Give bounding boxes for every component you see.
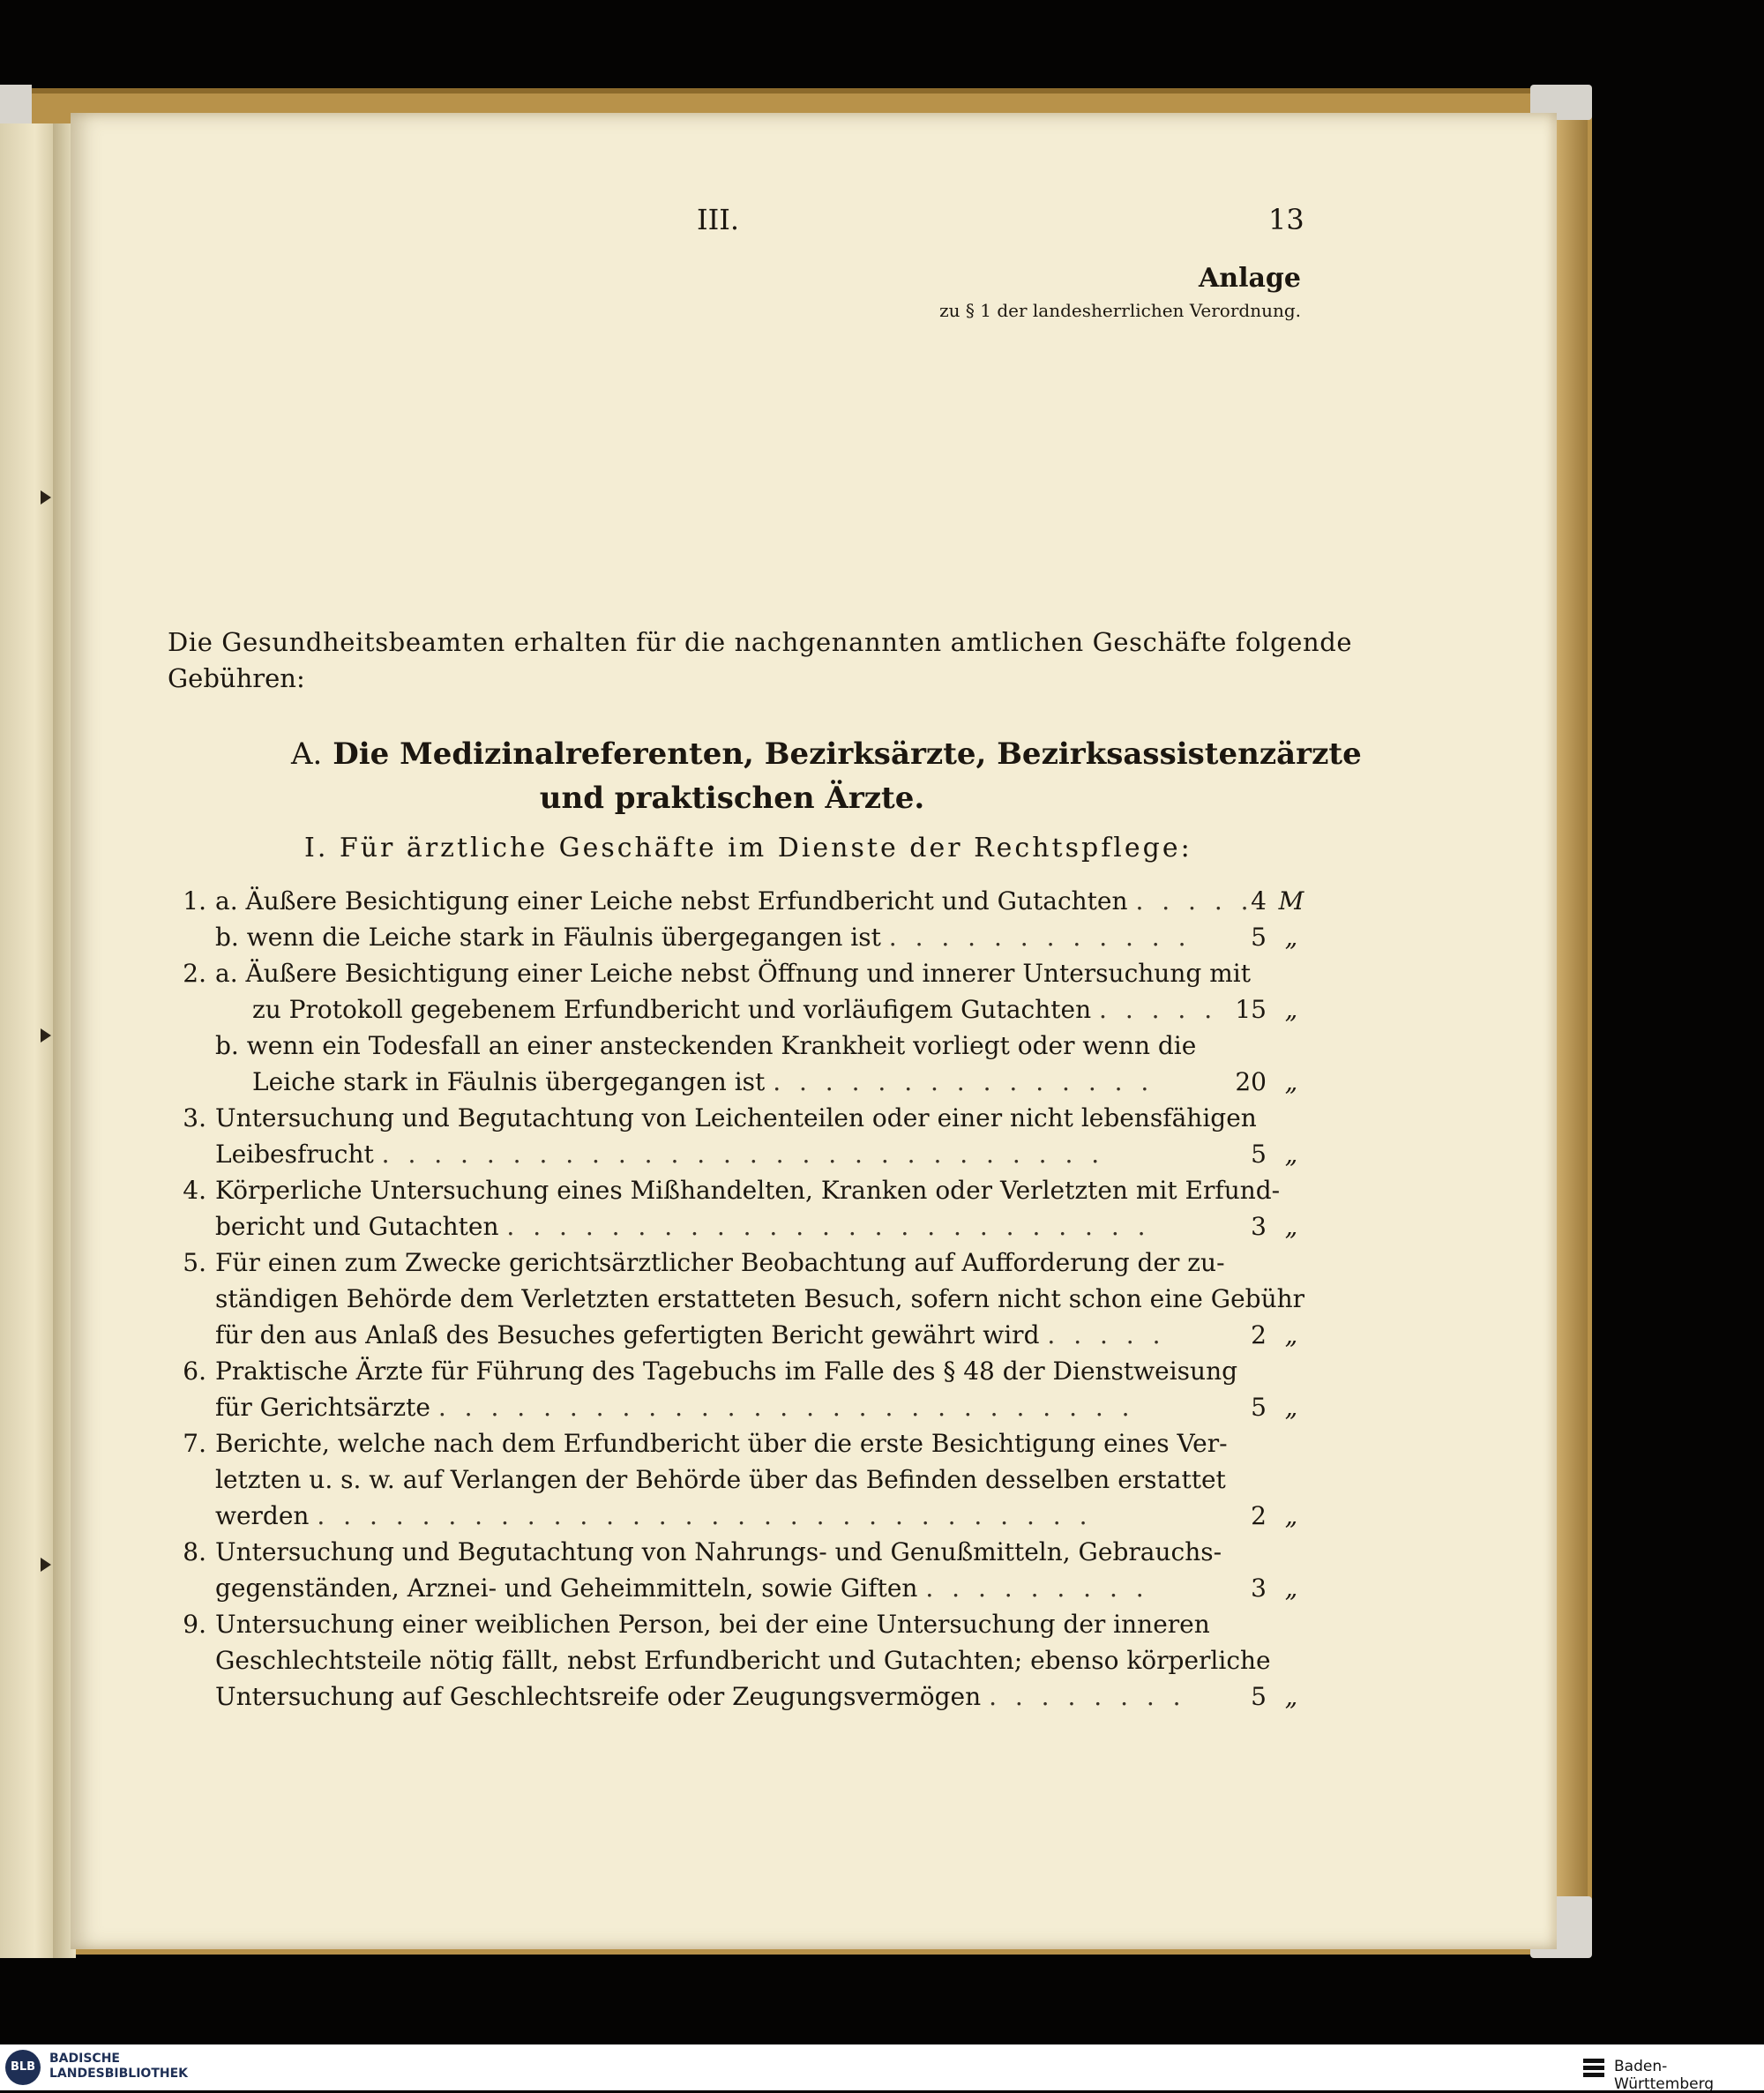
item-text [215,1281,1305,1317]
library-name[interactable] [49,2052,188,2082]
item-currency-unit: „ [1284,1212,1298,1241]
item-text [215,1389,1135,1425]
item-currency-unit: „ [1284,1682,1298,1711]
fee-item-row [173,1136,1319,1172]
item-text-content: Untersuchung und Begutachtung von Nahrungs- und Genußmitteln, Gebrauchs- [215,1537,1222,1566]
item-fee: 5 [1251,923,1267,952]
leader-dots: . . . . . . . . . [925,1573,1149,1603]
item-text [215,955,1251,991]
leader-dots: . . . . . . . . . . . . . . . . . . . . . . . . . [506,1212,1151,1241]
item-text-content: Für einen zum Zwecke gerichtsärztlicher Beobachtung auf Aufforderung der zu- [215,1248,1225,1277]
item-text [252,991,1218,1028]
item-fee: 3 [1251,1573,1267,1603]
item-text [215,1353,1238,1389]
item-text [215,1642,1271,1678]
item-number: 7. [183,1429,206,1458]
item-fee: 15 [1235,995,1267,1024]
item-text [215,1317,1166,1353]
library-name-line: LANDESBIBLIOTHEK [49,2067,189,2081]
chapter-heading: III. [697,203,740,236]
item-fee: 3 [1251,1212,1267,1241]
intro-line: Gebühren: [168,663,305,693]
item-currency-unit: „ [1284,1320,1298,1349]
item-text [215,1534,1222,1570]
item-number: 6. [183,1357,206,1386]
section-letter: A. [291,736,323,772]
fee-item-row [173,1100,1319,1136]
item-text-content: Leibesfrucht [215,1140,374,1169]
item-text-content: gegenständen, Arznei- und Geheimmitteln, sowie Giften [215,1573,918,1603]
item-currency-unit: „ [1284,1140,1298,1169]
state-name[interactable]: Baden-Württemberg [1614,2058,1715,2093]
margin-arrow-mark [41,1028,51,1043]
item-number: 4. [183,1176,206,1205]
fee-item-row [173,1064,1319,1100]
leader-dots: . . . . . [1047,1320,1166,1349]
item-text [252,1064,1154,1100]
leader-dots: . . . . . . . . . . . . . . . [773,1067,1155,1096]
fee-item-row [173,1028,1319,1064]
item-text [215,1425,1228,1461]
item-text [215,919,1192,955]
fee-item-row [173,1281,1319,1317]
item-number: 8. [183,1537,206,1566]
fee-item-row [173,1461,1319,1498]
page-number: 13 [1268,203,1304,236]
section-a-heading [291,732,1362,820]
fee-item-row [173,1353,1319,1389]
item-fee: 4 [1251,886,1267,916]
leader-dots: . . . . . . . . . . . . . . . . . . . . . . . . . . . . [381,1140,1105,1169]
margin-arrow-mark [41,490,51,505]
fee-item-row [173,1678,1319,1715]
item-text-content: Praktische Ärzte für Führung des Tagebuchs im Falle des § 48 der Dienstweisung [215,1357,1238,1386]
item-number: 3. [183,1103,206,1132]
item-text [215,1100,1257,1136]
subsection-heading: I. Für ärztliche Geschäfte im Dienste der Rechtspflege: [304,833,1192,863]
item-text [215,1245,1225,1281]
item-text [215,883,1254,919]
item-text-content: Berichte, welche nach dem Erfundbericht über die erste Besichtigung eines Ver- [215,1429,1228,1458]
fee-item-row [173,1317,1319,1353]
blb-logo-icon[interactable]: BLB [5,2050,41,2085]
item-currency-unit: „ [1284,1573,1298,1603]
item-fee: 20 [1235,1067,1267,1096]
leader-dots: . . . . . . . . . . . . . . . . . . . . . . . . . . . [437,1393,1135,1422]
item-text-content: Untersuchung auf Geschlechtsreife oder Zeugungsvermögen [215,1682,982,1711]
item-currency-unit: „ [1284,1067,1298,1096]
item-currency-unit: „ [1284,1393,1298,1422]
fee-item-row [173,1245,1319,1281]
fee-item-row [173,1425,1319,1461]
item-currency-unit: „ [1284,995,1298,1024]
item-text [215,1028,1196,1064]
item-text-content: b. wenn die Leiche stark in Fäulnis übergegangen ist [215,923,881,952]
item-number: 2. [183,959,206,988]
item-fee: 5 [1251,1140,1267,1169]
fee-item-row [173,1642,1319,1678]
item-fee: 5 [1251,1682,1267,1711]
leader-dots: . . . . . . . . . . . . [888,923,1192,952]
item-text-content: bericht und Gutachten [215,1212,499,1241]
fee-item-row [173,955,1319,991]
item-text-content: Untersuchung einer weiblichen Person, bei der eine Untersuchung der inneren [215,1610,1210,1639]
margin-arrow-mark [41,1558,51,1572]
fee-item-row [173,919,1319,955]
fee-item-row [173,1606,1319,1642]
item-text-content: werden [215,1501,310,1530]
item-text [215,1136,1104,1172]
item-text [215,1570,1149,1606]
leader-dots: . . . . . [1099,995,1218,1024]
item-text [215,1208,1151,1245]
section-a-line [291,732,1362,776]
item-text [215,1172,1281,1208]
item-currency-unit: „ [1284,1501,1298,1530]
state-coat-of-arms-icon [1581,2055,1606,2080]
item-number: 9. [183,1610,206,1639]
fee-item-list [173,883,1319,1715]
item-text-content: b. wenn ein Todesfall an einer ansteckenden Krankheit vorliegt oder wenn die [215,1031,1197,1060]
leader-dots: . . . . . [1135,886,1254,916]
fee-item-row [173,1498,1319,1534]
leader-dots: . . . . . . . . . . . . . . . . . . . . . . . . . . . . . . [317,1501,1093,1530]
item-text-content: a. Äußere Besichtigung einer Leiche nebst Öffnung und innerer Untersuchung mit [215,959,1251,988]
fee-item-row [173,1534,1319,1570]
item-text-content: zu Protokoll gegebenem Erfundbericht und vorläufigem Gutachten [252,995,1092,1024]
anlage-title: Anlage [1199,263,1301,294]
leader-dots: . . . . . . . . [989,1682,1186,1711]
item-currency-unit: „ [1284,923,1298,952]
item-text [215,1606,1210,1642]
item-text-content: Körperliche Untersuchung eines Mißhandelten, Kranken oder Verletzten mit Erfund- [215,1176,1281,1205]
fee-item-row [173,1208,1319,1245]
item-number: 5. [183,1248,206,1277]
item-fee: 2 [1251,1501,1267,1530]
fee-item-row [173,1570,1319,1606]
footer-bar [0,2044,1764,2093]
item-text-content: Geschlechtsteile nötig fällt, nebst Erfundbericht und Gutachten; ebenso körperliche [215,1646,1271,1675]
item-text [215,1678,1186,1715]
item-currency-unit: M [1278,886,1304,916]
item-fee: 5 [1251,1393,1267,1422]
intro-paragraph [168,624,1353,697]
item-text-content: für Gerichtsärzte [215,1393,430,1422]
item-text-content: a. Äußere Besichtigung einer Leiche nebst Erfundbericht und Gutachten [215,886,1128,916]
item-fee: 2 [1251,1320,1267,1349]
fee-item-row [173,991,1319,1028]
item-text-content: ständigen Behörde dem Verletzten erstatteten Besuch, sofern nicht schon eine Gebühr [215,1284,1305,1313]
intro-line: Die Gesundheitsbeamten erhalten für die nachgenannten amtlichen Geschäfte folgende [168,627,1353,657]
fee-item-row [173,1172,1319,1208]
item-text-content: für den aus Anlaß des Besuches gefertigten Bericht gewährt wird [215,1320,1040,1349]
item-text [215,1498,1092,1534]
fee-item-row [173,1389,1319,1425]
item-text-content: Leiche stark in Fäulnis übergegangen ist [252,1067,766,1096]
fee-item-row [173,883,1319,919]
section-a-title-cont: und praktischen Ärzte. [539,781,925,816]
item-number: 1. [183,886,206,916]
section-a-title: Die Medizinalreferenten, Bezirksärzte, Bezirksassistenzärzte [333,736,1362,772]
item-text [215,1461,1226,1498]
item-text-content: Untersuchung und Begutachtung von Leichenteilen oder einer nicht lebensfähigen [215,1103,1257,1132]
library-name-line: BADISCHE [49,2052,120,2066]
anlage-subtitle: zu § 1 der landesherrlichen Verordnung. [939,300,1301,321]
item-text-content: letzten u. s. w. auf Verlangen der Behörde über das Befinden desselben erstattet [215,1465,1226,1494]
